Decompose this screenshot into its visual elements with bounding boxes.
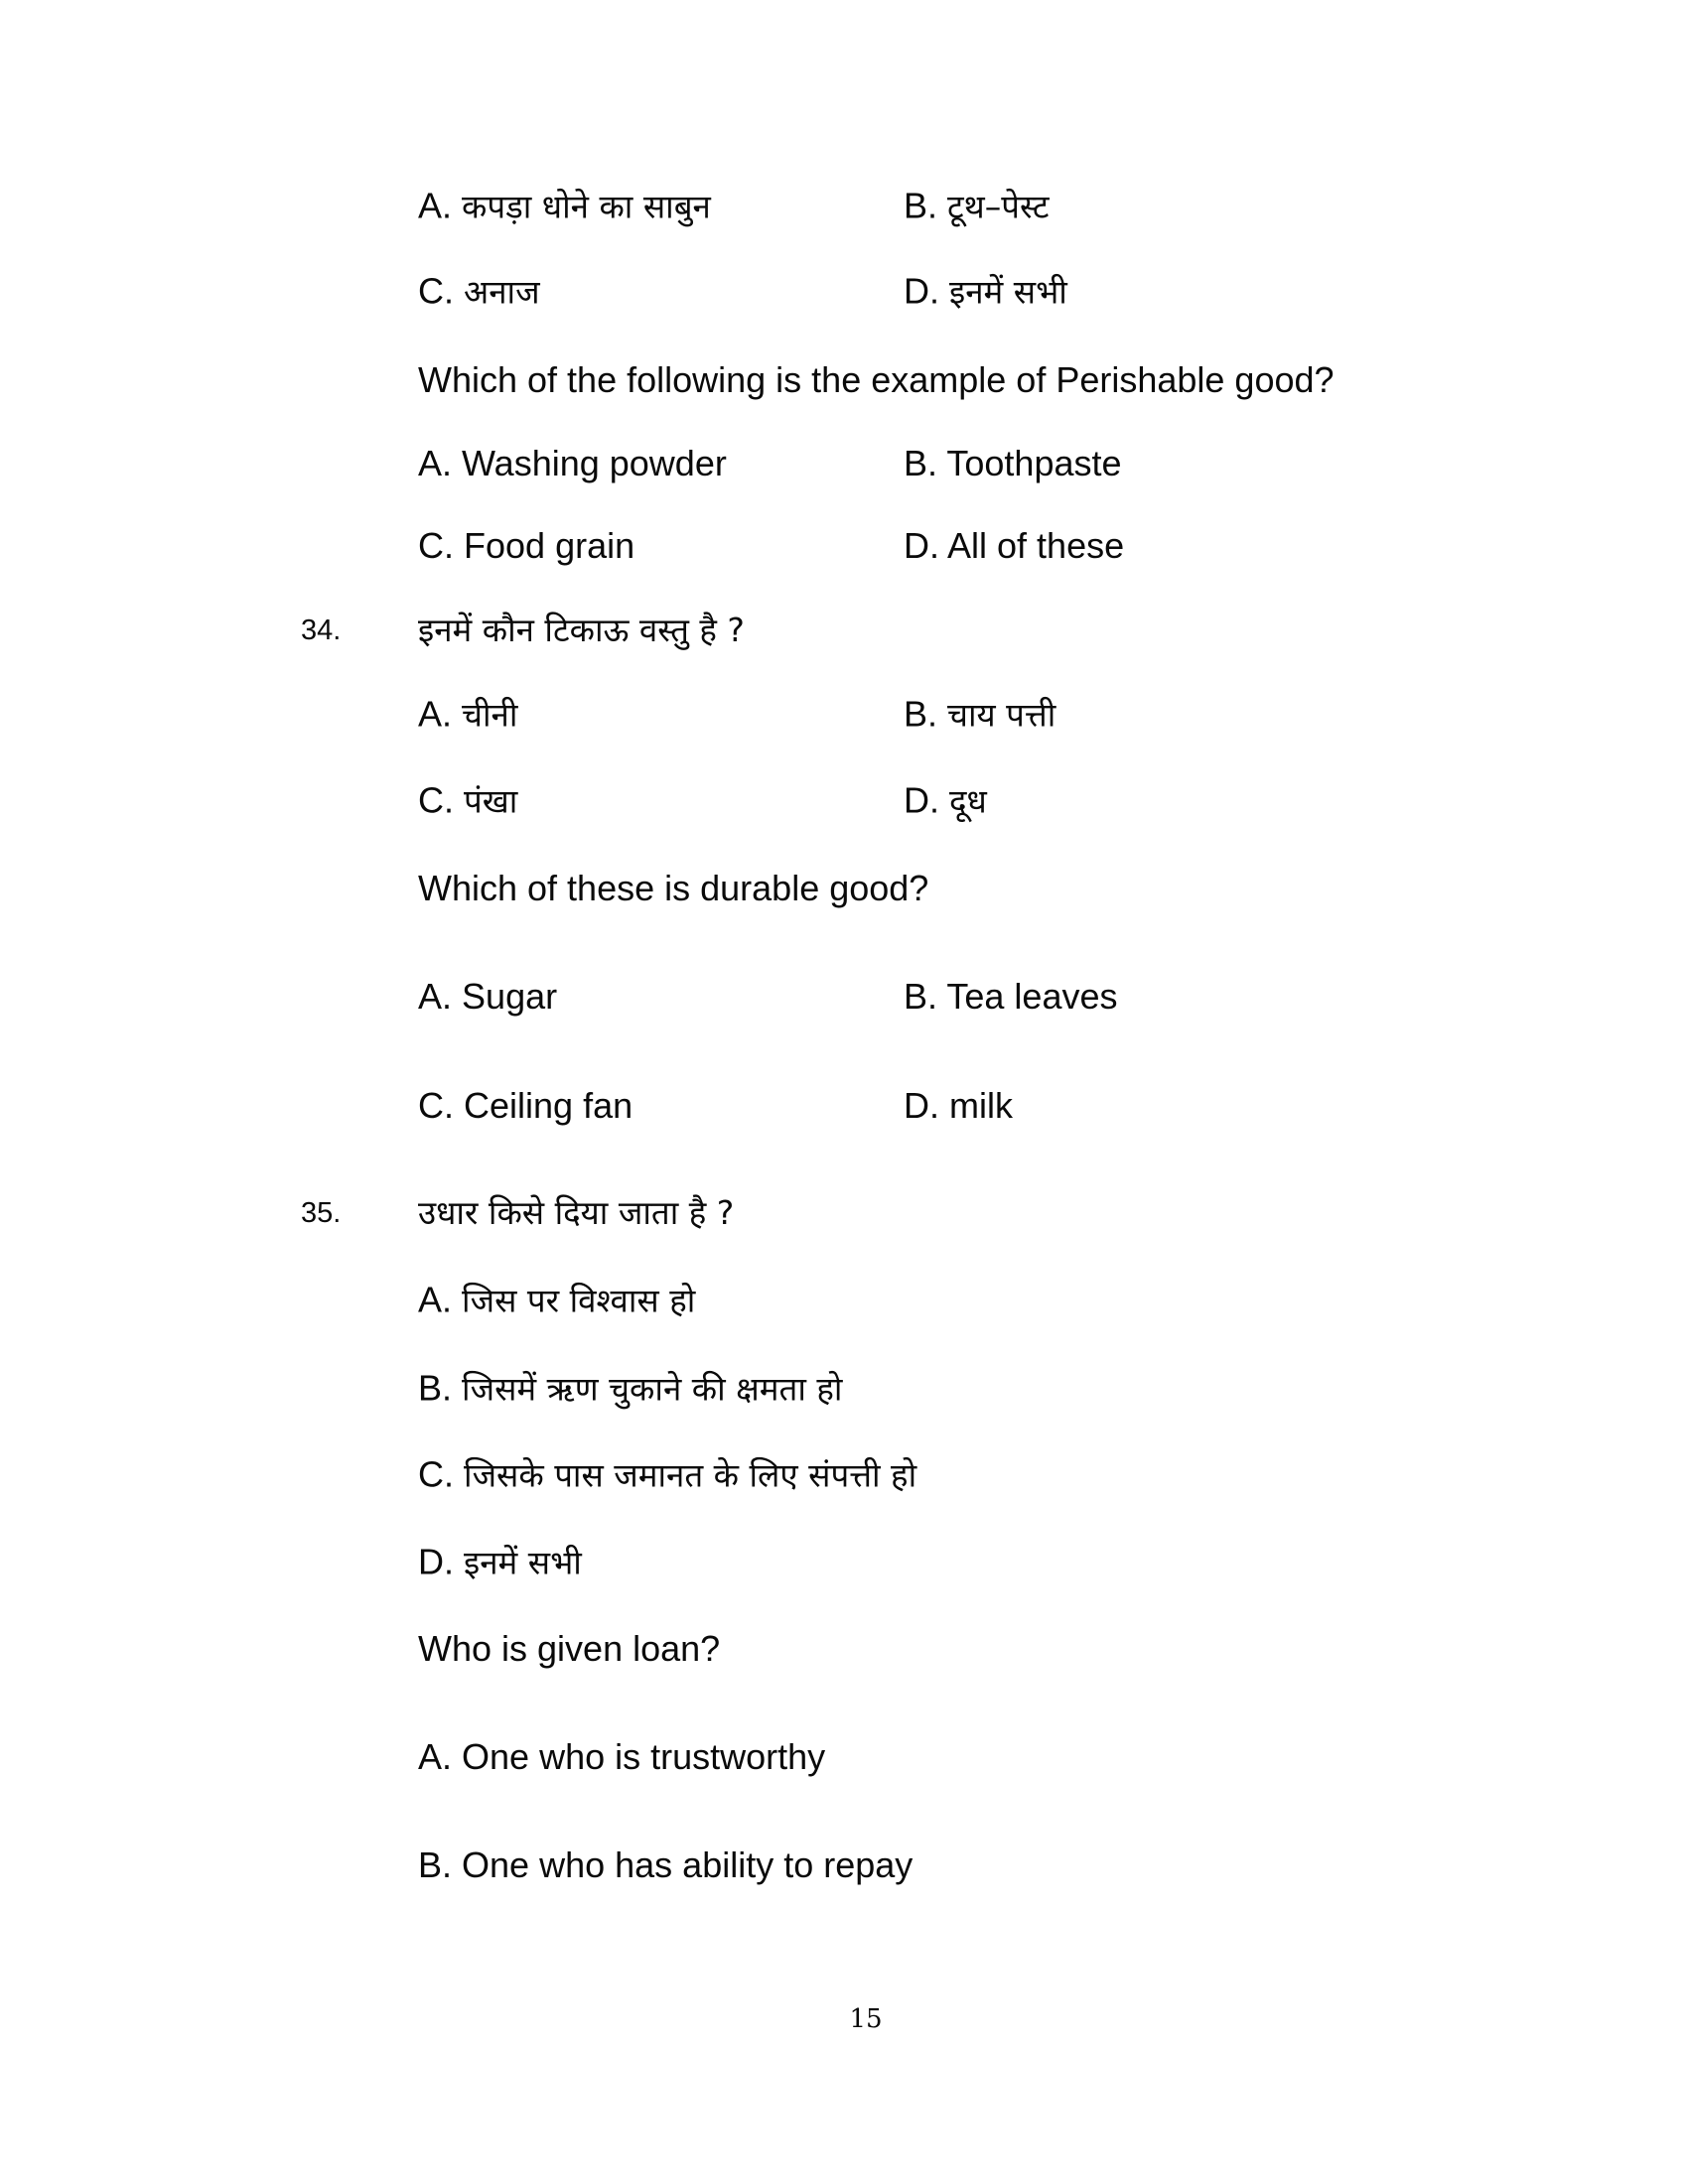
option-label: D. xyxy=(904,270,939,312)
option-text: Washing powder xyxy=(462,443,727,483)
option-label: C. xyxy=(418,525,454,566)
option-label: A. xyxy=(418,1279,453,1320)
q35-hindi-option-a xyxy=(418,1279,695,1323)
option-label: A. xyxy=(418,976,453,1017)
q35-hindi-option-b xyxy=(418,1367,842,1412)
option-text: अनाज xyxy=(464,272,540,312)
option-text: Food grain xyxy=(464,525,635,566)
option-label: A. xyxy=(418,1736,453,1777)
q34-english-option-d xyxy=(904,1084,1013,1128)
q35-english-option-b xyxy=(418,1843,913,1887)
option-text: Toothpaste xyxy=(946,443,1122,483)
q34-hindi-option-d xyxy=(904,779,987,824)
option-label: A. xyxy=(418,443,453,483)
q34-hindi-option-b xyxy=(904,693,1055,738)
q35-english-question: Who is given loan? xyxy=(418,1628,721,1669)
option-text: इनमें सभी xyxy=(949,272,1067,312)
option-label: D. xyxy=(418,1541,454,1582)
q33-english-question: Which of the following is the example of Perishable good? xyxy=(418,359,1335,400)
q35-hindi-option-c xyxy=(418,1453,916,1498)
option-text: जिस पर विश्वास हो xyxy=(462,1281,696,1320)
q33-english-option-d xyxy=(904,524,1124,568)
option-label: B. xyxy=(904,693,938,735)
q33-hindi-option-c xyxy=(418,270,540,315)
option-label: A. xyxy=(418,693,453,735)
option-text: milk xyxy=(949,1085,1013,1126)
option-text: चाय पत्ती xyxy=(947,695,1056,735)
q35-hindi-option-d xyxy=(418,1541,582,1585)
option-label: D. xyxy=(904,779,939,821)
question-number-35: 35. xyxy=(301,1197,342,1229)
option-text: दूध xyxy=(949,781,987,821)
q33-hindi-option-b xyxy=(904,185,1049,229)
question-number-34: 34. xyxy=(301,614,342,646)
q34-english-option-b xyxy=(904,975,1117,1019)
q35-hindi-question: उधार किसे दिया जाता है ? xyxy=(418,1193,735,1232)
option-text: इनमें सभी xyxy=(464,1543,582,1582)
option-label: D. xyxy=(904,1085,939,1126)
option-label: B. xyxy=(904,976,938,1017)
option-label: B. xyxy=(904,443,938,483)
option-text: All of these xyxy=(947,525,1125,566)
option-text: Tea leaves xyxy=(946,976,1118,1017)
option-text: One who has ability to repay xyxy=(462,1844,914,1885)
q34-hindi-question: इनमें कौन टिकाऊ वस्तु है ? xyxy=(418,611,745,649)
q35-english-option-a xyxy=(418,1735,825,1779)
option-text: Ceiling fan xyxy=(464,1085,633,1126)
option-text: चीनी xyxy=(462,695,518,735)
option-label: D. xyxy=(904,525,939,566)
option-text: कपड़ा धोने का साबुन xyxy=(462,187,711,226)
option-label: C. xyxy=(418,270,454,312)
option-text: जिसके पास जमानत के लिए संपत्ती हो xyxy=(464,1455,917,1495)
option-label: B. xyxy=(418,1844,453,1885)
option-label: C. xyxy=(418,1085,454,1126)
q33-english-option-a xyxy=(418,442,727,485)
q33-hindi-option-a xyxy=(418,185,711,229)
option-label: B. xyxy=(418,1367,453,1409)
q34-english-option-a xyxy=(418,975,557,1019)
q34-english-option-c xyxy=(418,1084,633,1128)
option-label: C. xyxy=(418,1453,454,1495)
option-text: Sugar xyxy=(462,976,558,1017)
q34-hindi-option-c xyxy=(418,779,517,824)
page-number: 15 xyxy=(849,2004,883,2034)
option-text: One who is trustworthy xyxy=(462,1736,826,1777)
option-label: B. xyxy=(904,185,938,226)
q34-hindi-option-a xyxy=(418,693,517,738)
option-label: C. xyxy=(418,779,454,821)
option-label: A. xyxy=(418,185,453,226)
q33-hindi-option-d xyxy=(904,270,1067,315)
q34-english-question: Which of these is durable good? xyxy=(418,868,929,908)
q33-english-option-c xyxy=(418,524,634,568)
option-text: जिसमें ऋण चुकाने की क्षमता हो xyxy=(462,1369,843,1409)
option-text: पंखा xyxy=(464,781,518,821)
q33-english-option-b xyxy=(904,442,1122,485)
option-text: टूथ–पेस्ट xyxy=(947,187,1050,226)
